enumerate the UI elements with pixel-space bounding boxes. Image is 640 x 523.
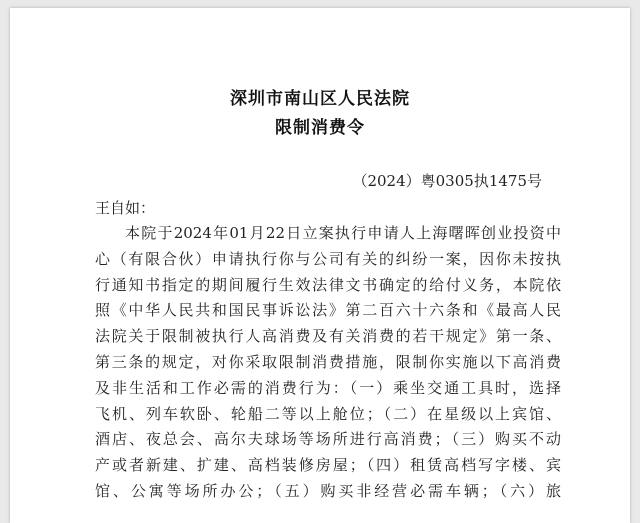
addressee: 王自如： (95, 199, 156, 217)
body-line: 本院于2024年01月22日立案执行申请人上海曙晖创业投资中 (125, 224, 561, 242)
body-line: 酒店、夜总会、高尔夫球场等场所进行高消费；（三）购买不动 (95, 430, 561, 449)
body-text (95, 221, 561, 505)
body-line: 馆、公寓等场所办公；（五）购买非经营必需车辆；（六）旅 (95, 481, 561, 500)
body-line: 第三条的规定，对你采取限制消费措施，限制你实施以下高消费 (95, 352, 561, 371)
document-page (10, 8, 630, 523)
body-line: 照《中华人民共和国民事诉讼法》第二百六十六条和《最高人民 (95, 301, 561, 320)
body-line: 飞机、列车软卧、轮船二等以上舱位；（二）在星级以上宾馆、 (95, 404, 561, 423)
body-line: 法院关于限制被执行人高消费及有关消费的若干规定》第一条、 (95, 327, 561, 346)
court-name: 深圳市南山区人民法院 (230, 89, 410, 109)
document-title: 限制消费令 (275, 118, 365, 138)
body-line: 心（有限合伙）申请执行你与公司有关的纠纷一案，因你未按执 (95, 249, 561, 268)
case-number: （2024）粤0305执1475号 (352, 172, 542, 190)
body-line: 产或者新建、扩建、高档装修房屋；（四）租赁高档写字楼、宾 (95, 456, 561, 475)
body-line: 及非生活和工作必需的消费行为：（一）乘坐交通工具时，选择 (95, 378, 561, 397)
body-line: 行通知书指定的期间履行生效法律文书确定的给付义务，本院依 (95, 275, 561, 294)
